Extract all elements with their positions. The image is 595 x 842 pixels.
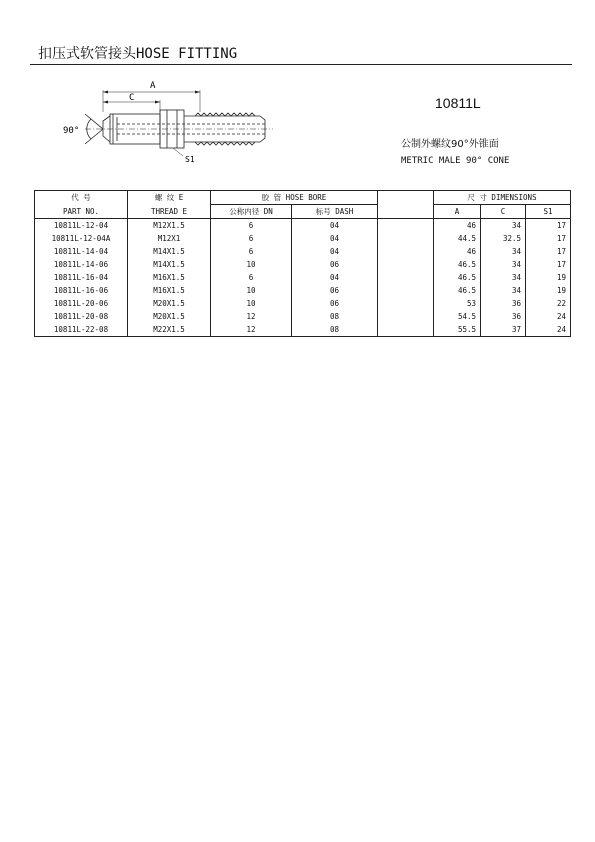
cell-c: 37 bbox=[481, 323, 526, 337]
table-row bbox=[35, 271, 571, 284]
angle-label: 90° bbox=[63, 126, 80, 136]
cell-spacer bbox=[378, 245, 434, 258]
cell-dash: 04 bbox=[292, 271, 378, 284]
cell-s1: 17 bbox=[526, 258, 571, 271]
cell-part: 10811L-12-04A bbox=[35, 232, 128, 245]
cell-a: 46 bbox=[434, 245, 481, 258]
description-chinese: 公制外螺纹90°外锥面 bbox=[401, 139, 499, 150]
cell-s1: 19 bbox=[526, 271, 571, 284]
cell-dash: 06 bbox=[292, 284, 378, 297]
cell-spacer bbox=[378, 219, 434, 233]
cell-spacer bbox=[378, 284, 434, 297]
cell-c: 34 bbox=[481, 258, 526, 271]
cell-part: 10811L-22-08 bbox=[35, 323, 128, 337]
header-spacer-2 bbox=[378, 205, 434, 219]
cell-thread: M22X1.5 bbox=[128, 323, 211, 337]
dim-c-label: C bbox=[129, 93, 135, 103]
header-row-1 bbox=[35, 191, 571, 205]
cell-thread: M12X1 bbox=[128, 232, 211, 245]
cell-s1: 24 bbox=[526, 323, 571, 337]
model-number: 10811L bbox=[435, 95, 481, 111]
cell-spacer bbox=[378, 297, 434, 310]
cell-c: 34 bbox=[481, 284, 526, 297]
cell-thread: M16X1.5 bbox=[128, 271, 211, 284]
cell-s1: 19 bbox=[526, 284, 571, 297]
cell-s1: 22 bbox=[526, 297, 571, 310]
header-dim-a: A bbox=[434, 205, 481, 219]
table-row bbox=[35, 323, 571, 337]
cell-dn: 12 bbox=[211, 310, 292, 323]
header-part-en: PART NO. bbox=[35, 205, 128, 219]
cell-thread: M14X1.5 bbox=[128, 245, 211, 258]
header-hose-dn: 公称内径 DN bbox=[211, 205, 292, 219]
cell-part: 10811L-16-04 bbox=[35, 271, 128, 284]
cell-dash: 08 bbox=[292, 323, 378, 337]
header-part-cn: 代 号 bbox=[35, 191, 128, 205]
cell-dash: 08 bbox=[292, 310, 378, 323]
cell-part: 10811L-16-06 bbox=[35, 284, 128, 297]
cell-spacer bbox=[378, 323, 434, 337]
cell-dn: 10 bbox=[211, 284, 292, 297]
cell-a: 46.5 bbox=[434, 271, 481, 284]
cell-c: 36 bbox=[481, 310, 526, 323]
cell-a: 55.5 bbox=[434, 323, 481, 337]
cell-c: 34 bbox=[481, 219, 526, 233]
cell-a: 44.5 bbox=[434, 232, 481, 245]
header-dimensions: 尺 寸 DIMENSIONS bbox=[434, 191, 571, 205]
cell-a: 54.5 bbox=[434, 310, 481, 323]
cell-thread: M14X1.5 bbox=[128, 258, 211, 271]
cell-part: 10811L-20-06 bbox=[35, 297, 128, 310]
table-row bbox=[35, 245, 571, 258]
cell-s1: 17 bbox=[526, 245, 571, 258]
cell-c: 32.5 bbox=[481, 232, 526, 245]
cell-dash: 04 bbox=[292, 232, 378, 245]
header-dim-c: C bbox=[481, 205, 526, 219]
cell-spacer bbox=[378, 232, 434, 245]
cell-thread: M20X1.5 bbox=[128, 310, 211, 323]
page-title: 扣压式软管接头HOSE FITTING bbox=[38, 46, 238, 62]
cell-a: 53 bbox=[434, 297, 481, 310]
cell-part: 10811L-12-04 bbox=[35, 219, 128, 233]
cell-part: 10811L-14-06 bbox=[35, 258, 128, 271]
header-dim-s1: S1 bbox=[526, 205, 571, 219]
cell-thread: M20X1.5 bbox=[128, 297, 211, 310]
header-hose-bore: 胶 管 HOSE BORE bbox=[211, 191, 378, 205]
cell-part: 10811L-20-08 bbox=[35, 310, 128, 323]
cell-part: 10811L-14-04 bbox=[35, 245, 128, 258]
cell-dn: 6 bbox=[211, 271, 292, 284]
cell-thread: M16X1.5 bbox=[128, 284, 211, 297]
cell-dash: 04 bbox=[292, 245, 378, 258]
s1-label: S1 bbox=[185, 155, 195, 164]
cell-dn: 10 bbox=[211, 258, 292, 271]
dim-a-label: A bbox=[150, 81, 156, 91]
table-row bbox=[35, 258, 571, 271]
cell-c: 36 bbox=[481, 297, 526, 310]
title-divider bbox=[30, 64, 572, 65]
cell-c: 34 bbox=[481, 245, 526, 258]
cell-dn: 6 bbox=[211, 245, 292, 258]
fitting-drawing bbox=[55, 76, 295, 171]
table-row bbox=[35, 297, 571, 310]
cell-dn: 10 bbox=[211, 297, 292, 310]
cell-c: 34 bbox=[481, 271, 526, 284]
cell-thread: M12X1.5 bbox=[128, 219, 211, 233]
header-thread-cn: 螺 纹 E bbox=[128, 191, 211, 205]
table-row bbox=[35, 219, 571, 233]
cell-a: 46.5 bbox=[434, 284, 481, 297]
cell-a: 46.5 bbox=[434, 258, 481, 271]
cell-s1: 17 bbox=[526, 232, 571, 245]
cell-spacer bbox=[378, 258, 434, 271]
cell-a: 46 bbox=[434, 219, 481, 233]
cell-s1: 24 bbox=[526, 310, 571, 323]
table-row bbox=[35, 310, 571, 323]
cell-dn: 6 bbox=[211, 232, 292, 245]
cell-dash: 06 bbox=[292, 297, 378, 310]
header-thread-en: THREAD E bbox=[128, 205, 211, 219]
table-row bbox=[35, 232, 571, 245]
header-hose-dash: 标号 DASH bbox=[292, 205, 378, 219]
cell-spacer bbox=[378, 310, 434, 323]
spec-table bbox=[34, 190, 571, 337]
header-spacer bbox=[378, 191, 434, 205]
header-row-2 bbox=[35, 205, 571, 219]
cell-dn: 6 bbox=[211, 219, 292, 233]
description-english: METRIC MALE 90° CONE bbox=[401, 156, 510, 166]
cell-s1: 17 bbox=[526, 219, 571, 233]
cell-spacer bbox=[378, 271, 434, 284]
cell-dash: 04 bbox=[292, 219, 378, 233]
cell-dash: 06 bbox=[292, 258, 378, 271]
cell-dn: 12 bbox=[211, 323, 292, 337]
table-row bbox=[35, 284, 571, 297]
